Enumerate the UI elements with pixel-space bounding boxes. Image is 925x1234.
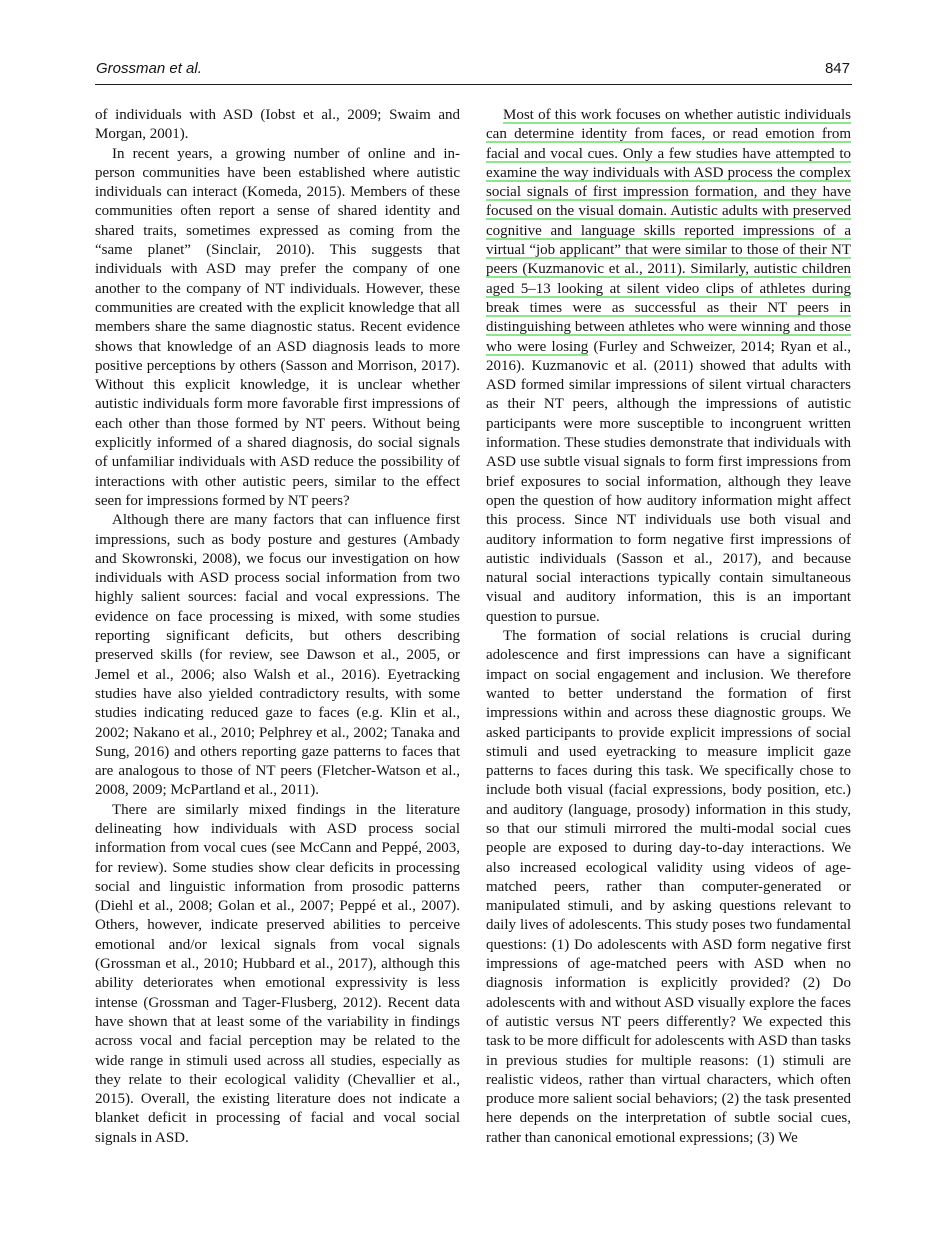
- paragraph: [95, 511, 460, 800]
- left-column: [95, 106, 460, 1148]
- paragraph: [95, 145, 460, 512]
- header-rule: [95, 84, 852, 85]
- text-segment: In recent years, a growing number of online and in-person communities have been established where autistic individuals can interact (Komeda, 2015). Members of these communities often report a sense of shared identity and shared traits, sometimes expressed as coming from the “same planet” (Sinclair, 2010). This suggests that individuals with ASD may prefer the company of one another to the company of NT individuals. However, these communities are created with the explicit knowledge that all members share the same diagnostic status. Recent evidence shows that knowledge of an ASD diagnosis leads to more positive perceptions by others (Sasson and Morrison, 2017). Without this explicit knowledge, it is unclear whether autistic individuals form more favorable first impressions of each other than those formed by NT peers. Without being explicitly informed of a shared diagnosis, do social signals of unfamiliar individuals with ASD reduce the possibility of interactions with other autistic peers, similar to the effect seen for impressions formed by NT peers?: [95, 145, 460, 509]
- underlined-annotation-text: Most of this work focuses on whether autistic individuals can determine identity from faces, or read emotion from facial and vocal cues. Only a few studies have attempted to examine the way individuals with ASD process the complex social signals of first impression formation, and they have focused on the visual domain. Autistic adults with preserved cognitive and language skills reported impressions of a virtual “job applicant” that were similar to those of their NT peers (Kuzmanovic et al., 2011). Similarly, autistic children aged 5–13 looking at silent video clips of athletes during break times were as successful as their NT peers in distinguishing between athletes who were winning and those who were losing: [486, 107, 851, 355]
- text-segment: (Furley and Schweizer, 2014; Ryan et al., 2016). Kuzmanovic et al. (2011) showed that adults with ASD formed similar impressions of silent virtual characters as their NT peers, although the impressions of autistic participants were more susceptible to incongruent written information. These studies demonstrate that individuals with ASD use subtle visual signals to form first impressions from brief exposures to social information, although they leave open the question of how auditory information might affect this process. Since NT individuals use both visual and auditory information to form negative first impressions of autistic individuals (Sasson et al., 2017), and because natural social interactions typically contain simultaneous visual and auditory information, this is an important question to pursue.: [486, 338, 851, 625]
- paragraph: [95, 106, 460, 145]
- running-head: Grossman et al.: [96, 60, 202, 77]
- text-segment: There are similarly mixed findings in the literature delineating how individuals with ASD process social information from vocal cues (see McCann and Peppé, 2003, for review). Some studies show clear deficits in processing social and linguistic information from prosodic patterns (Diehl et al., 2008; Golan et al., 2007; Peppé et al., 2007). Others, however, indicate preserved abilities to perceive emotional and/or lexical signals from vocal signals (Grossman et al., 2010; Hubbard et al., 2017), although this ability deteriorates when emotional expressivity is less intense (Grossman and Tager-Flusberg, 2012). Recent data have shown that at least some of the variability in findings across vocal and facial perception may be related to the wide range in stimuli used across all studies, especially as they relate to their ecological validity (Chevallier et al., 2015). Overall, the existing literature does not indicate a blanket deficit in processing of facial and vocal social signals in ASD.: [95, 801, 460, 1146]
- paragraph: [486, 627, 851, 1148]
- text-segment: of individuals with ASD (Iobst et al., 2009; Swaim and Morgan, 2001).: [95, 107, 460, 143]
- right-column: [486, 106, 851, 1148]
- page-number: 847: [824, 60, 850, 77]
- paragraph: [95, 801, 460, 1148]
- two-column-body: [95, 106, 852, 1148]
- text-segment: The formation of social relations is crucial during adolescence and first impressions can have a significant impact on social engagement and inclusion. We therefore wanted to better understand the formation of first impressions within and across these diagnostic groups. We asked participants to provide explicit impressions of social stimuli and used eyetracking to measure implicit gaze patterns to faces during this task. We specifically chose to include both visual (facial expressions, body position, etc.) and auditory (language, prosody) information in this study, so that our stimuli mirrored the multi-modal social cues people are exposed to during day-to-day interactions. We also increased ecological validity using videos of age-matched peers, rather than computer-generated or manipulated stimuli, and by asking questions relevant to daily lives of adolescents. This study poses two fundamental questions: (1) Do adolescents with ASD form negative first impressions of age-matched peers with ASD when no diagnosis information is explicitly provided? (2) Do adolescents with and without ASD visually explore the faces of autistic versus NT peers differently? We expected this task to be more difficult for adolescents with ASD than tasks in previous studies for multiple reasons: (1) stimuli are realistic videos, rather than virtual characters, which often produce more salient social behaviors; (2) the task presented here depends on the interpretation of subtle social cues, rather than canonical emotional expressions; (3) We: [486, 628, 851, 1146]
- paragraph: [486, 106, 851, 627]
- text-segment: Although there are many factors that can influence first impressions, such as body posture and gestures (Ambady and Skowronski, 2008), we focus our investigation on how individuals with ASD process social information from two highly salient sources: facial and vocal expressions. The evidence on face processing is mixed, with some studies reporting significant deficits, but others describing preserved skills (for review, see Dawson et al., 2005, or Jemel et al., 2006; also Walsh et al., 2016). Eyetracking studies have also yielded contradictory results, with some studies indicating reduced gaze to faces (e.g. Klin et al., 2002; Nakano et al., 2010; Pelphrey et al., 2002; Tanaka and Sung, 2016) and others reporting gaze patterns to faces that are analogous to those of NT peers (Fletcher-Watson et al., 2008, 2009; McPartland et al., 2011).: [95, 512, 460, 799]
